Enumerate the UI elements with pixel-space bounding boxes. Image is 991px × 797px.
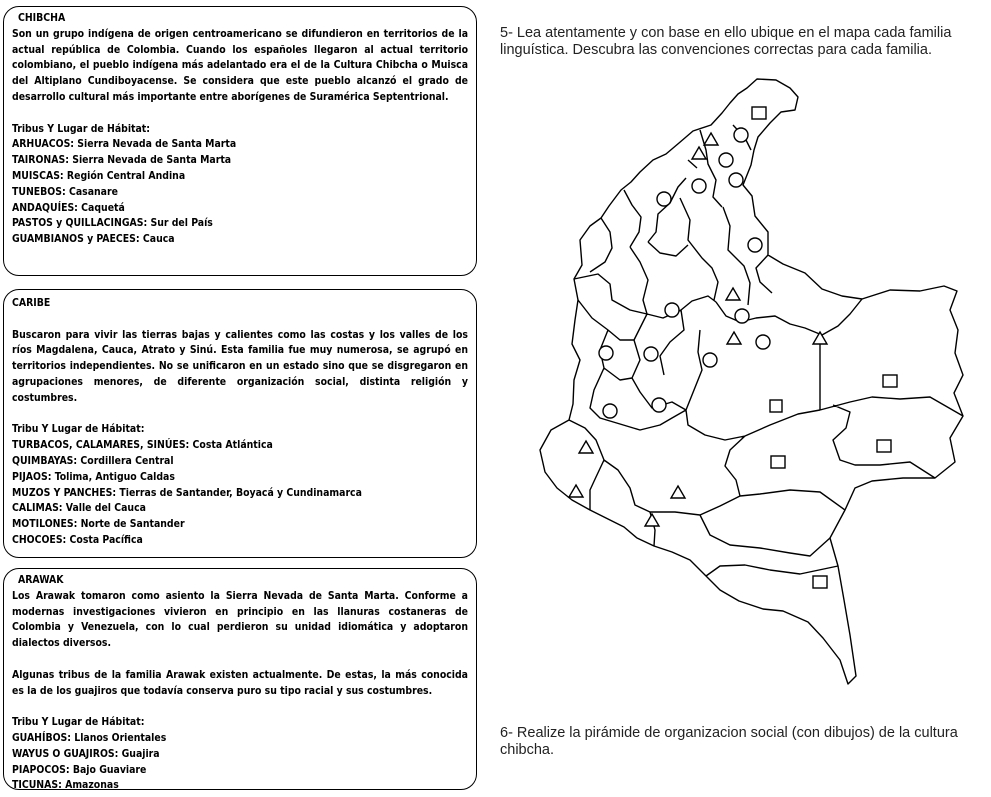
chibcha-tribe: PASTOS y QUILLACINGAS: Sur del País: [12, 217, 213, 230]
circle-marker: [599, 346, 613, 360]
triangle-marker: [645, 514, 659, 526]
arawak-info-box: [3, 568, 477, 790]
caribe-tribe: CALIMAS: Valle del Cauca: [12, 502, 146, 515]
caribe-tribe: CHOCOES: Costa Pacífica: [12, 533, 143, 546]
caribe-title: CARIBE: [12, 297, 51, 309]
triangle-marker: [726, 288, 740, 300]
triangle-marker: [704, 133, 718, 145]
chibcha-title: CHIBCHA: [18, 12, 66, 24]
square-marker: [877, 440, 891, 452]
question-5: 5- Lea atentamente y con base en ello ubique en el mapa cada familia linguística. Descubra las convenciones correctas para cada familia.: [500, 25, 952, 58]
chibcha-tribe: TAIRONAS: Sierra Nevada de Santa Marta: [12, 154, 232, 167]
circle-marker: [729, 173, 743, 187]
circle-marker: [703, 353, 717, 367]
circle-marker: [644, 347, 658, 361]
circle-marker: [657, 192, 671, 206]
square-marker: [770, 400, 782, 412]
triangle-marker: [671, 486, 685, 498]
square-marker: [883, 375, 897, 387]
chibcha-description: Son un grupo indígena de origen centroamericano se difundieron en territorios de la actual república de Colombia. Cuando los españoles llegaron al actual territorio colombiano, el pueblo indígena más adelantado era el de la Cultura Chibcha o Muisca del Altiplano Cundiboyacense. Se considera que este pueblo alcanzó el grado de desarrollo cultural más importante entre aborígenes de Suramérica Septentrional.: [12, 27, 468, 103]
arawak-tribe: GUAHÍBOS: Llanos Orientales: [12, 731, 167, 744]
square-marker: [813, 576, 827, 588]
caribe-tribe: QUIMBAYAS: Cordillera Central: [12, 454, 174, 467]
arawak-tribe: WAYUS O GUAJIROS: Guajira: [12, 747, 160, 760]
triangle-marker: [727, 332, 741, 344]
chibcha-tribe: MUISCAS: Región Central Andina: [12, 169, 186, 182]
caribe-description: Buscaron para vivir las tierras bajas y calientes como las costas y los valles de los ríos Magdalena, Cauca, Atrato y Sinú. Esta familia fue muy numerosa, se agrupó en territorios independientes. No se unificaron en un estado sino que se disgregaron en agrupaciones menores, de diferente organización social, distinta religión y costumbres.: [12, 328, 468, 404]
triangle-marker: [692, 147, 706, 159]
chibcha-tribe: GUAMBIANOS y PAECES: Cauca: [12, 233, 175, 246]
square-marker: [771, 456, 785, 468]
department-borders: [569, 125, 963, 576]
chibcha-info-box: [3, 6, 477, 276]
arawak-tribe: TICUNAS: Amazonas: [12, 779, 119, 792]
circle-marker: [603, 404, 617, 418]
circle-marker: [756, 335, 770, 349]
circle-marker: [692, 179, 706, 193]
caribe-tribe: MOTILONES: Norte de Santander: [12, 518, 185, 531]
chibcha-tribe: ANDAQUÍES: Caquetá: [12, 201, 125, 214]
circle-marker: [734, 128, 748, 142]
arawak-subheading: Tribu Y Lugar de Hábitat:: [12, 716, 145, 729]
circle-marker: [735, 309, 749, 323]
arawak-description-2: Algunas tribus de la familia Arawak existen actualmente. De estas, la más conocida es la de los guajiros que todavía conserva puro su tipo racial y sus costumbres.: [12, 668, 468, 697]
caribe-tribe: TURBACOS, CALAMARES, SINÚES: Costa Atlántica: [12, 439, 273, 452]
triangle-marker: [579, 441, 593, 453]
arawak-description: Los Arawak tomaron como asiento la Sierra Nevada de Santa Marta. Conforme a modernas investigaciones vivieron en principio en las llanuras costaneras de Colombia y Venezuela, con lo cual perdieron su unidad idiomática y adoptaron dialectos diversos.: [12, 589, 468, 650]
map-outline: [540, 79, 963, 684]
arawak-title: ARAWAK: [18, 574, 64, 586]
caribe-subheading: Tribu Y Lugar de Hábitat:: [12, 423, 145, 436]
chibcha-tribe: ARHUACOS: Sierra Nevada de Santa Marta: [12, 138, 237, 151]
colombia-map: [520, 75, 980, 690]
circle-marker: [665, 303, 679, 317]
triangle-marker: [569, 485, 583, 497]
caribe-info-box: [3, 289, 477, 558]
question-6: 6- Realize la pirámide de organizacion social (con dibujos) de la cultura chibcha.: [500, 725, 958, 758]
arawak-tribe: PIAPOCOS: Bajo Guaviare: [12, 763, 147, 776]
caribe-tribe: PIJAOS: Tolima, Antiguo Caldas: [12, 470, 175, 483]
circle-marker: [719, 153, 733, 167]
square-marker: [752, 107, 766, 119]
chibcha-subheading: Tribus Y Lugar de Hábitat:: [12, 122, 151, 135]
circle-marker: [748, 238, 762, 252]
caribe-tribe: MUZOS Y PANCHES: Tierras de Santander, Boyacá y Cundinamarca: [12, 486, 362, 499]
circle-marker: [652, 398, 666, 412]
chibcha-tribe: TUNEBOS: Casanare: [12, 185, 118, 198]
